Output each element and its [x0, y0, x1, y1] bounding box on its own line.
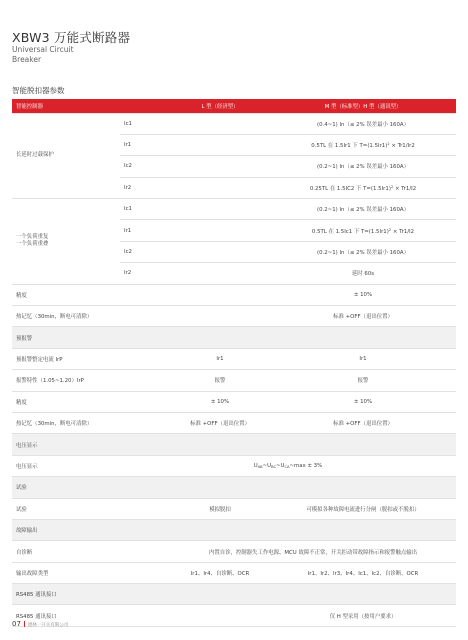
page-footer — [12, 620, 68, 628]
row-label: 一个负荷重复 一个负荷重叠 — [12, 199, 120, 285]
param-name: Ic1 — [120, 113, 170, 134]
section-row — [12, 434, 456, 455]
table-row — [12, 562, 456, 583]
section-label: 故障输出 — [12, 519, 456, 540]
param-name: Ic1 — [120, 199, 170, 220]
l-value: 模拟脱扣 — [170, 498, 270, 519]
section-row — [12, 477, 456, 498]
param-name: Ic2 — [120, 156, 170, 177]
row-label: 预报警整定电流 IrP — [12, 348, 170, 369]
section-row — [12, 519, 456, 540]
row-label: 热记忆（30min，断电可清除） — [12, 412, 170, 433]
header-controller: 智能控制器 — [12, 99, 120, 113]
param-name: Ir2 — [120, 177, 170, 198]
table-header-row — [12, 99, 456, 113]
row-label: 精度 — [12, 391, 170, 412]
table-row — [12, 348, 456, 369]
subtitle-line: Breaker — [12, 54, 42, 64]
mh-value: 仅 H 型采用（按用户要求） — [270, 605, 456, 626]
mh-value: Ir1、Ir2、Ir3、Ir4、Ic1、Ic2、自诊断、OCR — [270, 562, 456, 583]
parameter-table — [12, 99, 456, 627]
table-row — [12, 306, 456, 327]
table-row — [12, 370, 456, 391]
param-value: 0.5TL 在 1.5Ir1 下 $T=(1.5Ir1)^2 \times Tr1/Ir2$ — [270, 134, 456, 155]
param-value: 标准 +OFF（退出位置） — [270, 306, 456, 327]
param-value: (0.2~1) In（≤ 2% 误差最小 160A） — [270, 199, 456, 220]
param-value: (0.4~1) In（≤ 2% 误差最小 160A） — [270, 113, 456, 134]
company-name: 德林一开关有限公司 — [27, 623, 69, 628]
row-label: 精度 — [12, 284, 270, 305]
param-value: 0.5TL 在 1.5Ic1 下 $T=(1.5Ir1)^2 \times Tr1/I2$ — [270, 220, 456, 241]
row-label: 热记忆（30min，断电可清除） — [12, 306, 270, 327]
param-value: ± 10% — [270, 284, 456, 305]
subtitle-line: Universal Circuit — [12, 45, 74, 54]
page-title: XBW3 万能式断路器 — [12, 30, 131, 45]
row-label: RS485 通讯接口 — [12, 605, 270, 626]
row-label: 自诊断 — [12, 541, 170, 562]
footer-divider — [24, 621, 25, 627]
table-row — [12, 605, 456, 626]
page-number: 07 — [12, 620, 21, 628]
section-label: 试验 — [12, 477, 456, 498]
row-label: 输出故障类型 — [12, 562, 170, 583]
table-row — [12, 455, 456, 476]
table-row — [12, 284, 456, 305]
section-row — [12, 327, 456, 348]
row-label: 报警特性（1.05~1.20）IrP — [12, 370, 170, 391]
param-value: 内置自诊，控制器失工作电源、MCU 故障不正常，开关拒动带故障指示和报警触点输出 — [170, 541, 456, 562]
row-label: 长延时过载保护 — [12, 113, 120, 199]
param-value: 0.25TL 在 1.5IC2 下 $T=(1.5Ir1)^2 \times Tr1/I2$ — [270, 177, 456, 198]
header-l-type: L 型（经济型） — [170, 99, 270, 113]
table-row — [12, 498, 456, 519]
l-value: 报警 — [170, 370, 270, 391]
table-row — [12, 412, 456, 433]
param-value: 延时 60s — [270, 263, 456, 284]
param-value: $U_{AB}\sim U_{BC}\sim U_{CA}\sim\max \pm 3\%$ — [120, 455, 456, 476]
section-label: 预报警 — [12, 327, 456, 348]
param-name: Ir1 — [120, 134, 170, 155]
param-value: (0.2~1) In（≤ 2% 误差最小 160A） — [270, 241, 456, 262]
l-value: Ir1 — [170, 348, 270, 369]
mh-value: 标准 +OFF（退出位置） — [270, 412, 456, 433]
mh-value: Ir1 — [270, 348, 456, 369]
param-value: (0.2~1) In（≤ 2% 误差最小 160A） — [270, 156, 456, 177]
param-name: Ir1 — [120, 220, 170, 241]
mh-value: 可模拟各种故障电流进行分闸（脱扣或不脱扣） — [270, 498, 456, 519]
mh-value: ± 10% — [270, 391, 456, 412]
row-label: 电压显示 — [12, 455, 120, 476]
param-name: Ir2 — [120, 263, 170, 284]
section-label: RS485 通讯接口 — [12, 584, 456, 605]
table-row — [12, 541, 456, 562]
table-row — [12, 199, 456, 220]
page-subtitle — [12, 45, 74, 64]
table-row — [12, 113, 456, 134]
table-row — [12, 391, 456, 412]
section-label: 电压显示 — [12, 434, 456, 455]
l-value: Ir1、Ir4、自诊断、OCR — [170, 562, 270, 583]
section-title: 智能脱扣器参数 — [12, 86, 65, 95]
mh-value: 报警 — [270, 370, 456, 391]
param-name: Ic2 — [120, 241, 170, 262]
row-label: 试验 — [12, 498, 170, 519]
l-value: 标准 +OFF（退出位置） — [170, 412, 270, 433]
section-row — [12, 584, 456, 605]
header-mh-type: M 型（标准型）H 型（通讯型） — [270, 99, 456, 113]
l-value: ± 10% — [170, 391, 270, 412]
